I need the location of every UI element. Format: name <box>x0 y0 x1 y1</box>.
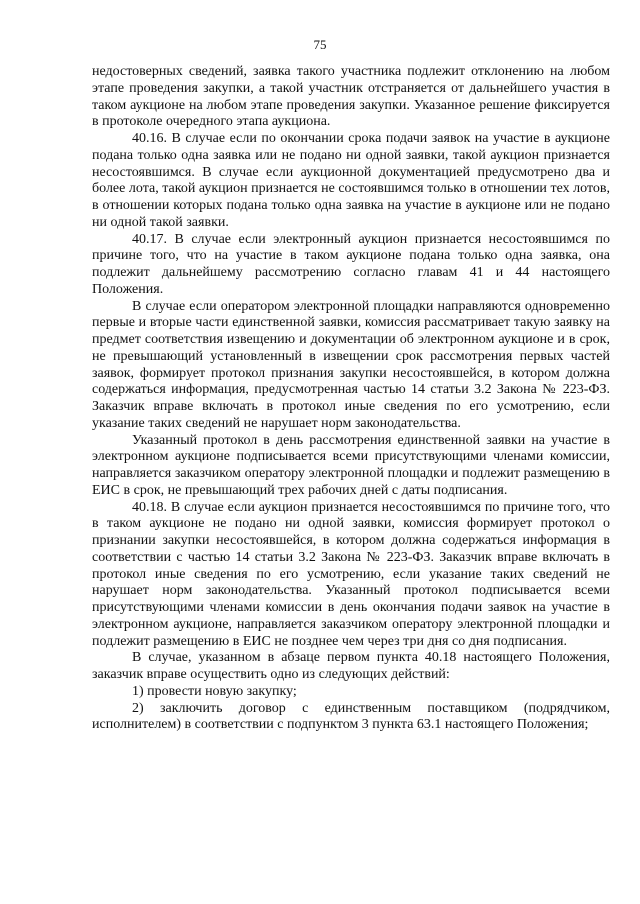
paragraph-continuation: недостоверных сведений, заявка такого участника подлежит отклонению на любом этапе проведения закупки, а такой участник отстраняется от дальнейшего участия в таком аукционе на любом этапе проведения закупки. Указанное решение фиксируется в протоколе очередного этапа аукциона. <box>92 64 610 130</box>
paragraph-single-application: В случае если оператором электронной площадки направляются одновременно первые и вторые части единственной заявки, комиссия рассматривает такую заявку на предмет соответствия извещению и документации об электронном аукционе и в срок, не превышающий установленный в извещении срок рассмотрения первых частей заявок, формирует протокол признания закупки несостоявшейся, в котором должна содержаться информация, предусмотренная частью 14 статьи 3.2 Закона № 223-ФЗ. Заказчик вправе включать в протокол иные сведения по его усмотрению, если указание таких сведений не нарушает норм законодательства. <box>92 298 610 431</box>
paragraph-clause-40-18: 40.18. В случае если аукцион признается несостоявшимся по причине того, что в таком аукционе не подано ни одной заявки, комиссия формирует протокол о признании закупки несостоявшейся, в котором должна содержаться информация в соответствии с частью 14 статьи 3.2 Закона № 223-ФЗ. Заказчик вправе включать в протокол иные сведения по его усмотрению, если указание таких сведений не нарушает норм законодательства. Указанный протокол подписывается всеми присутствующими членами комиссии в день окончания подачи заявок на участие в электронном аукционе, направляется заказчиком оператору электронной площадки и подлежит размещению в ЕИС не позднее чем через три дня со дня подписания. <box>92 499 610 649</box>
document-body <box>92 64 610 734</box>
paragraph-protocol-signing: Указанный протокол в день рассмотрения единственной заявки на участие в электронном аукционе подписывается всеми присутствующими членами комиссии, направляется заказчиком оператору электронной площадки и подлежит размещению в ЕИС в срок, не превышающий трех рабочих дней с даты подписания. <box>92 432 610 498</box>
paragraph-clause-40-17: 40.17. В случае если электронный аукцион признается несостоявшимся по причине того, что на участие в таком аукционе подана только одна заявка, она подлежит дальнейшему рассмотрению согласно главам 41 и 44 настоящего Положения. <box>92 231 610 297</box>
list-item-single-supplier: 2) заключить договор с единственным поставщиком (подрядчиком, исполнителем) в соответствии с подпунктом 3 пункта 63.1 настоящего Положения; <box>92 700 610 733</box>
paragraph-clause-40-16: 40.16. В случае если по окончании срока подачи заявок на участие в аукционе подана только одна заявка или не подано ни одной заявки, такой аукцион признается несостоявшимся. В случае если аукционной документацией предусмотрено два и более лота, такой аукцион признается не состоявшимся только в отношении тех лотов, в отношении которых подана только одна заявка на участие в аукционе или не подано ни одной такой заявки. <box>92 131 610 230</box>
list-item-new-procurement: 1) провести новую закупку; <box>132 683 297 699</box>
page-number: 75 <box>313 37 327 52</box>
paragraph-customer-actions: В случае, указанном в абзаце первом пункта 40.18 настоящего Положения, заказчик вправе осуществить одно из следующих действий: <box>92 650 610 682</box>
